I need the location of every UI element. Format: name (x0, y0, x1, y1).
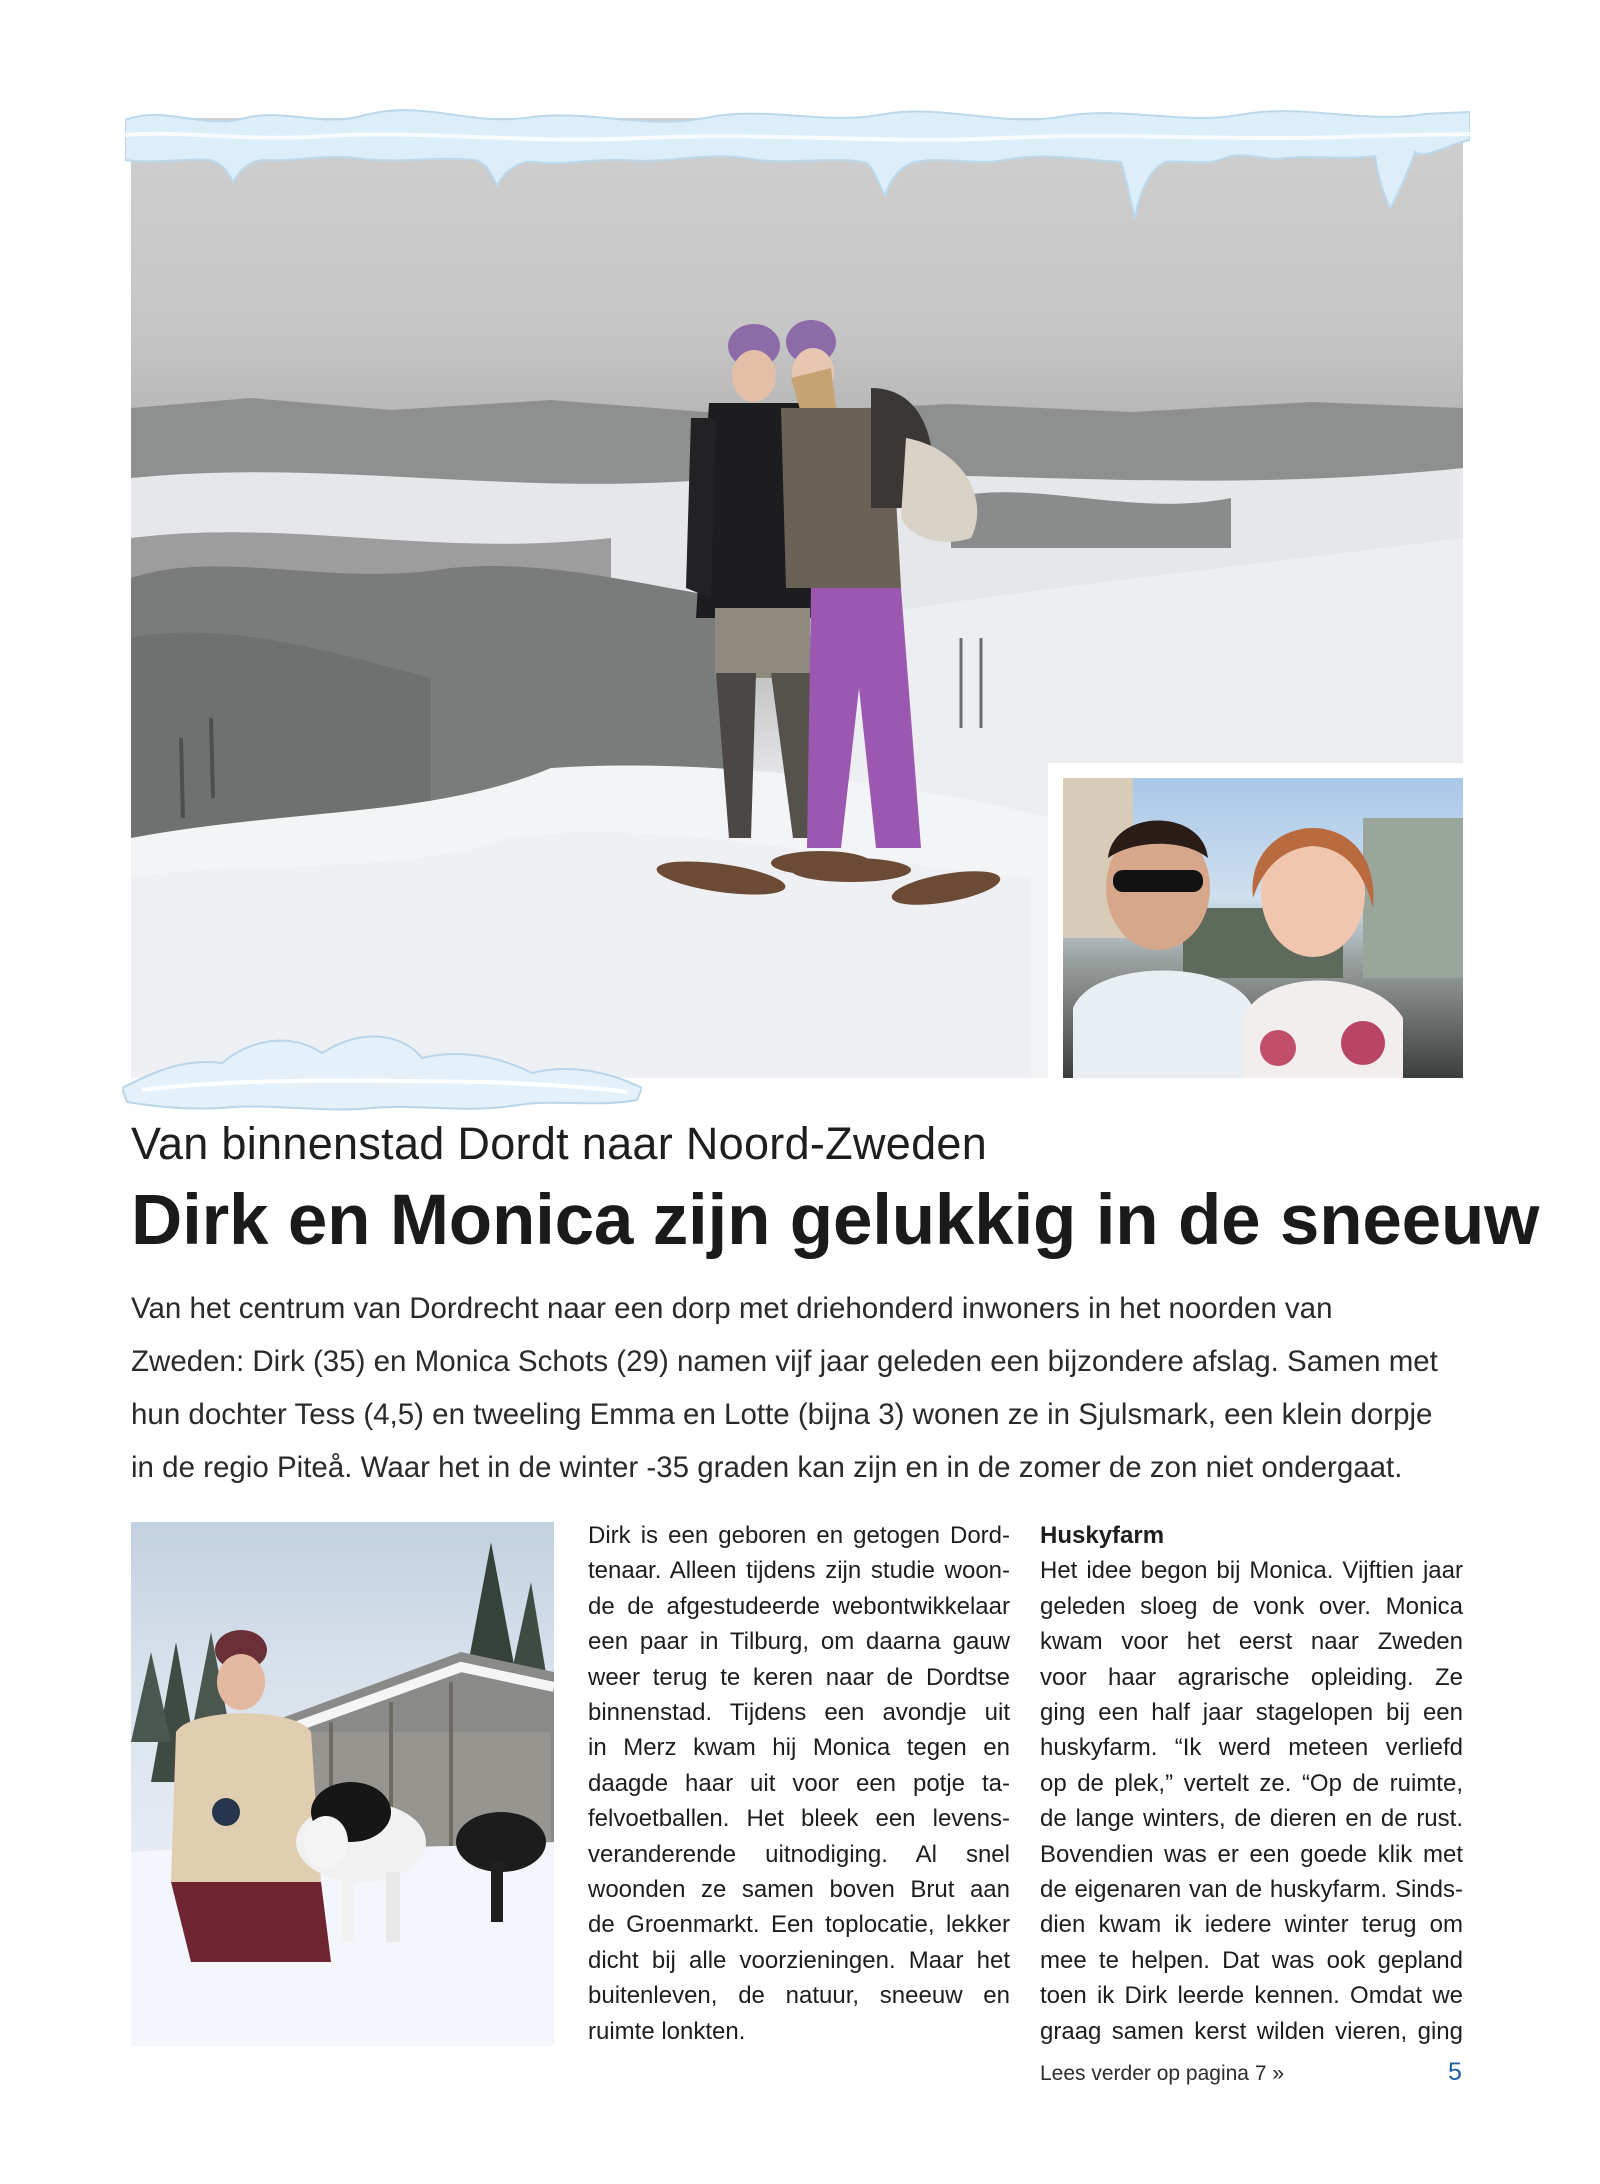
body-line: graag samen kerst wilden vieren, ging (1040, 2017, 1463, 2045)
body-line: mee te helpen. Dat was ook gepland (1040, 1946, 1463, 1974)
body-line: de de afgestudeerde webontwikkelaar (588, 1592, 1010, 1620)
page-number: 5 (1448, 2058, 1462, 2086)
body-line: op de plek,” vertelt ze. “Op de ruimte, (1040, 1769, 1463, 1797)
snowdrift-decoration (122, 1018, 642, 1118)
icicles-decoration (125, 100, 1470, 240)
body-column-1 (588, 1518, 1010, 2049)
body-line: een paar in Tilburg, om daarna gauw (588, 1628, 1010, 1656)
body-line: woonden ze samen boven Brut aan (588, 1876, 1010, 1904)
section-subheading: Huskyfarm (1040, 1522, 1165, 1549)
article-intro (131, 1282, 1471, 1494)
couple-selfie-photo (1063, 778, 1463, 1078)
couple-selfie-illustration (1063, 778, 1463, 1078)
body-line: de lange winters, de dieren en de rust. (1040, 1805, 1463, 1833)
body-line: tenaar. Alleen tijdens zijn studie woon- (588, 1557, 1010, 1585)
body-line: buitenleven, de natuur, sneeuw en (588, 1982, 1010, 2010)
intro-line: Zweden: Dirk (35) en Monica Schots (29) namen vijf jaar geleden een bijzondere afslag. Samen met (131, 1345, 1438, 1378)
body-line: de eigenaren van de huskyfarm. Sinds- (1040, 1876, 1463, 1904)
article-kicker: Van binnenstad Dordt naar Noord-Zweden (131, 1118, 988, 1169)
husky-farm-illustration (131, 1522, 554, 2046)
body-line: Het idee begon bij Monica. Vijftien jaar (1040, 1557, 1463, 1585)
continue-reading-note: Lees verder op pagina 7 » (1040, 2062, 1285, 2085)
body-line: Bovendien was er een goede klik met (1040, 1840, 1463, 1868)
body-line: dicht bij alle voorzieningen. Maar het (588, 1946, 1010, 1974)
body-line: geleden sloeg de vonk over. Monica (1040, 1592, 1463, 1620)
body-line: de Groenmarkt. Een toplocatie, lekker (588, 1911, 1010, 1939)
body-line: felvoetballen. Het bleek een levens- (588, 1805, 1010, 1833)
article-headline: Dirk en Monica zijn gelukkig in de sneeuw (131, 1181, 1540, 1260)
body-line: ruimte lonkten. (588, 2017, 746, 2045)
body-line: dien kwam ik iedere winter terug om (1040, 1911, 1463, 1939)
body-line: toen ik Dirk leerde kennen. Omdat we (1040, 1982, 1463, 2010)
body-line: huskyfarm. “Ik werd meteen verliefd (1040, 1734, 1463, 1762)
body-line: binnenstad. Tijdens een avondje uit (588, 1699, 1010, 1727)
body-column-2 (1040, 1518, 1463, 2049)
body-line: kwam voor het eerst naar Zweden (1040, 1628, 1463, 1656)
husky-photo (131, 1522, 554, 2046)
intro-line: hun dochter Tess (4,5) en tweeling Emma en Lotte (bijna 3) wonen ze in Sjulsmark, een klein dorpje (131, 1398, 1433, 1431)
body-line: voor haar agrarische opleiding. Ze (1040, 1663, 1463, 1691)
body-line: Dirk is een geboren en getogen Dord- (588, 1522, 1010, 1549)
body-line: ging een half jaar stagelopen bij een (1040, 1699, 1463, 1727)
body-line: veranderende uitnodiging. Al snel (588, 1840, 1010, 1868)
body-line: weer terug te keren naar de Dordtse (588, 1663, 1010, 1691)
body-line: in Merz kwam hij Monica tegen en (588, 1734, 1010, 1762)
intro-line: in de regio Piteå. Waar het in de winter -35 graden kan zijn en in de zomer de zon niet ondergaat. (131, 1451, 1403, 1484)
intro-line: Van het centrum van Dordrecht naar een dorp met driehonderd inwoners in het noorden van (131, 1292, 1333, 1325)
body-line: daagde haar uit voor een potje ta- (588, 1769, 1010, 1797)
